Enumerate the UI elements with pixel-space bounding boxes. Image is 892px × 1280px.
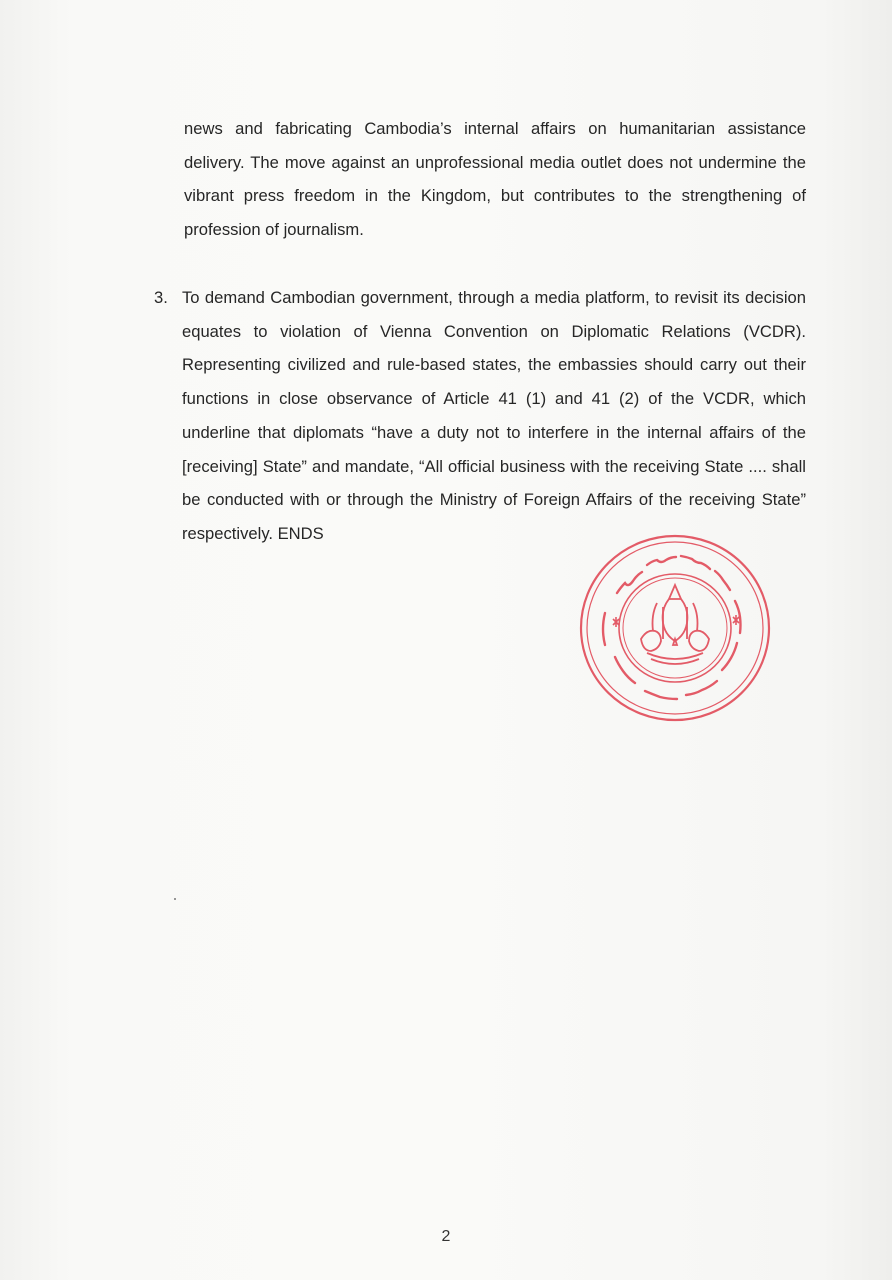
item-number: 3. [154, 288, 168, 307]
item-3-text: To demand Cambodian government, through a media platform, to revisit its decision equates to violation of Vienna Convention on Diplomatic Relations (VCDR). Representing civilized and rule-based states, the embassies should carry out their functions in close observance of Article 41 (1) and 41 (2) of the VCDR, which underline that diplomats “have a duty not to interfere in the internal affairs of the [receiving] State” and mandate, “All official business with the receiving State .... shall be conducted with or through the Ministry of Foreign Affairs of the receiving State” respectively. ENDS [182, 288, 806, 543]
embassy-seal-stamp [577, 533, 773, 723]
paragraph-continued: news and fabricating Cambodia’s internal affairs on humanitarian assistance delivery. The move against an unprofessional media outlet does not undermine the vibrant press freedom in the Kingdom, but contributes to the strengthening of profession of journalism. [184, 119, 806, 240]
page-number: 2 [441, 1228, 451, 1245]
scan-speck [174, 898, 176, 900]
